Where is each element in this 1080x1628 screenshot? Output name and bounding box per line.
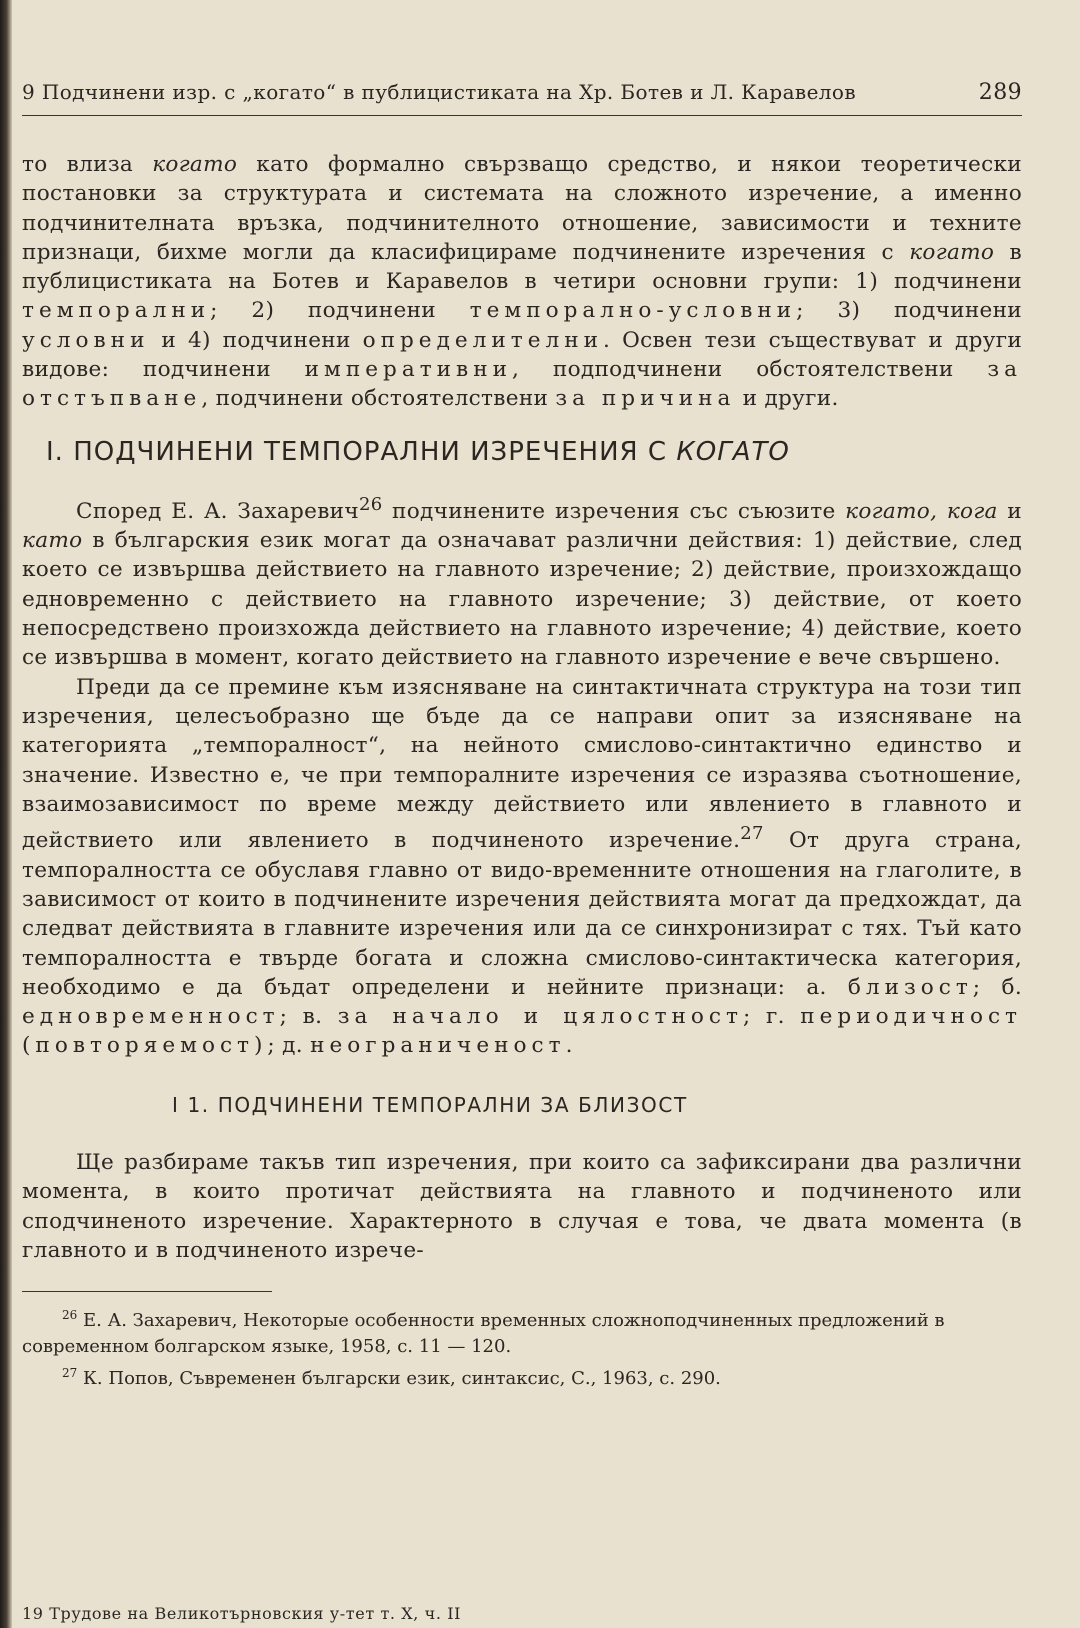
footnotes [22, 1302, 1022, 1392]
footnote-26 [22, 1302, 1022, 1360]
text-run: и [997, 498, 1022, 524]
paragraph-2 [22, 490, 1022, 673]
italic-term: когато [152, 152, 238, 177]
spaced-term: условни [22, 327, 150, 353]
footnote-ref-26: 26 [358, 493, 383, 515]
spaced-term: определителни [362, 327, 603, 353]
subsection-heading: I 1. ПОДЧИНЕНИ ТЕМПОРАЛНИ ЗА БЛИЗОСТ [172, 1092, 688, 1117]
italic-term: като [22, 528, 83, 554]
text-run: ; 2) подчинени [210, 298, 470, 324]
body-text [22, 150, 1022, 1265]
text-run: , подподчинени обстоятелствени [512, 357, 988, 383]
page-footer: 19 Трудове на Великотърновския у-тет т. X, ч. II [22, 1604, 462, 1623]
italic-term: когато, кога [845, 498, 998, 524]
spaced-term: за начало и цялостност [337, 1004, 743, 1030]
book-binding-shadow [0, 0, 12, 1628]
text-run: и други. [735, 386, 839, 412]
text-run: . [565, 1033, 573, 1059]
text-run: като формално свързващо средство, и някои теоретически постановки за структурата и системата на сложното изречение, а именно подчинителната връзка, подчинителното отношение, зависимости и техните признаци, бихме могли да класифицираме подчинените изречения с [22, 152, 1023, 265]
footnote-number: 26 [62, 1308, 78, 1323]
footnote-text: Е. А. Захаревич, Некоторые особенности временных сложноподчиненных предложений в современном болгарском языке, 1958, с. 11 — 120. [22, 1310, 945, 1358]
spaced-term: за причина [555, 386, 736, 412]
text-run: Преди да се премине към изясняване на синтактичната структура на този тип изречения, целесъобразно ще бъде да се направи опит за изясняване на категорията „темпоралност“, на нейното смислово-синтактично единство и значение. Известно е, че при темпоралните изречения се изразява съотношение, взаимозависимост по време между действието или явлението в главното и действието или явлението в подчиненото изречение. [22, 674, 1022, 854]
text-run: От друга страна, темпоралността се обуславя главно от видо-временните отношения на глаголите, в зависимост от които в подчинените изречения действията могат да предхождат, да следват действията в главните изречения или да се синхронизират с тях. Тъй като темпоралността е твърде богата и сложна смислово-синтактическа категория, необходимо е да бъдат определени и нейните признаци: а. [22, 828, 1022, 1000]
footnote-ref-27: 27 [740, 823, 764, 845]
paragraph-4: Ще разбираме такъв тип изречения, при които са зафиксирани два различни момента, в които протичат действията на главното и подчиненото или сподчиненото изречение. Характерното в случая е това, че двата момента (в главното и в подчиненото изрече- [22, 1149, 1022, 1263]
italic-term: когато [909, 239, 995, 265]
paragraph-3 [22, 673, 1022, 1061]
running-head [22, 80, 1022, 116]
text-run: Според Е. А. Захаревич [76, 498, 359, 524]
text-run: . Освен тези съществуват и други видове: подчинени [22, 327, 1023, 383]
text-run: ; в. [279, 1004, 338, 1030]
text-run: , подчинени обстоятелствени [201, 386, 556, 412]
footnote-number: 27 [62, 1366, 78, 1381]
section-heading [46, 438, 1022, 490]
spaced-term: темпорални [22, 298, 211, 324]
text-run: в българския език могат да означават различни действия: 1) действие, след което се извършва действието на главното изречение; 2) действие, произхождащо едновременно с действието на главното изречение; 3) действие, от което непосредствено произхожда действието на главното изречение; 4) действие, което се извършва в момент, когато действието на главното изречение е вече свършено. [22, 528, 1022, 671]
spaced-term: за отстъпване [22, 357, 1022, 412]
section-heading-text: I. ПОДЧИНЕНИ ТЕМПОРАЛНИ ИЗРЕЧЕНИЯ С [46, 436, 677, 467]
spaced-term: неограниченост [310, 1033, 566, 1059]
spaced-term: императивни [304, 357, 512, 383]
text-run: ; б. [972, 974, 1022, 1000]
footnote-text: К. Попов, Съвременен български език, синтаксис, С., 1963, с. 290. [77, 1368, 721, 1390]
spaced-term: близост [847, 974, 973, 1000]
footnote-rule [22, 1291, 272, 1292]
text-run: ; г. [742, 1004, 801, 1030]
text-run: в публицистиката на Ботев и Каравелов в четири основни групи: 1) подчинени [22, 239, 1022, 295]
spaced-term: едновременност [22, 1004, 280, 1030]
text-run: то влиза [22, 152, 153, 177]
text-run: ; 3) подчинени [796, 298, 1022, 324]
footnote-27 [22, 1360, 1022, 1392]
text-run: и 4) подчинени [149, 327, 363, 353]
page-number: 289 [978, 80, 1022, 105]
section-heading-italic: КОГАТО [676, 436, 790, 467]
page [22, 80, 1022, 1392]
paragraph-1 [22, 150, 1022, 414]
text-run: ; д. [267, 1033, 311, 1059]
text-run: подчинените изречения със съюзите [382, 498, 846, 524]
running-title: 9 Подчинени изр. с „когато“ в публицистиката на Хр. Ботев и Л. Каравелов [22, 80, 857, 104]
spaced-term: периодичност (повторяемост) [22, 1004, 1022, 1059]
spaced-term: темпорално-условни [469, 298, 797, 324]
